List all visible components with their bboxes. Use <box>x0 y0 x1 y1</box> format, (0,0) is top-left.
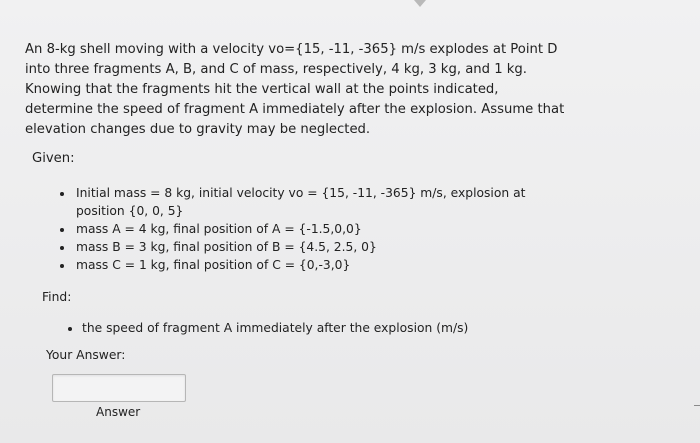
given-label: Given: <box>32 151 75 166</box>
find-item-speed: • the speed of fragment A immediately after the explosion (m/s) <box>82 319 468 337</box>
answer-caption: Answer <box>96 405 141 419</box>
find-list <box>66 319 468 337</box>
cursor-arrow-icon <box>414 0 426 7</box>
answer-input[interactable] <box>52 374 186 402</box>
your-answer-label: Your Answer: <box>46 348 126 362</box>
given-item-mass-c: • mass C = 1 kg, final position of C = {0,-3,0} <box>74 256 534 274</box>
given-list <box>58 184 534 274</box>
given-item-mass-b: • mass B = 3 kg, final position of B = {4.5, 2.5, 0} <box>74 238 534 256</box>
find-label: Find: <box>42 290 72 304</box>
problem-statement: An 8-kg shell moving with a velocity vo={15, -11, -365} m/s explodes at Point D into three fragments A, B, and C of mass, respectively, 4 kg, 3 kg, and 1 kg. Knowing that the fragments hit the vertical wall at the points indicated, determine the speed of fragment A immediately after the explosion. Assume that elevation changes due to gravity may be neglected. <box>25 42 565 137</box>
given-item-initial: • Initial mass = 8 kg, initial velocity vo = {15, -11, -365} m/s, explosion at position {0, 0, 5} <box>74 184 534 220</box>
edge-divider <box>694 405 700 406</box>
given-item-mass-a: • mass A = 4 kg, final position of A = {-1.5,0,0} <box>74 220 534 238</box>
